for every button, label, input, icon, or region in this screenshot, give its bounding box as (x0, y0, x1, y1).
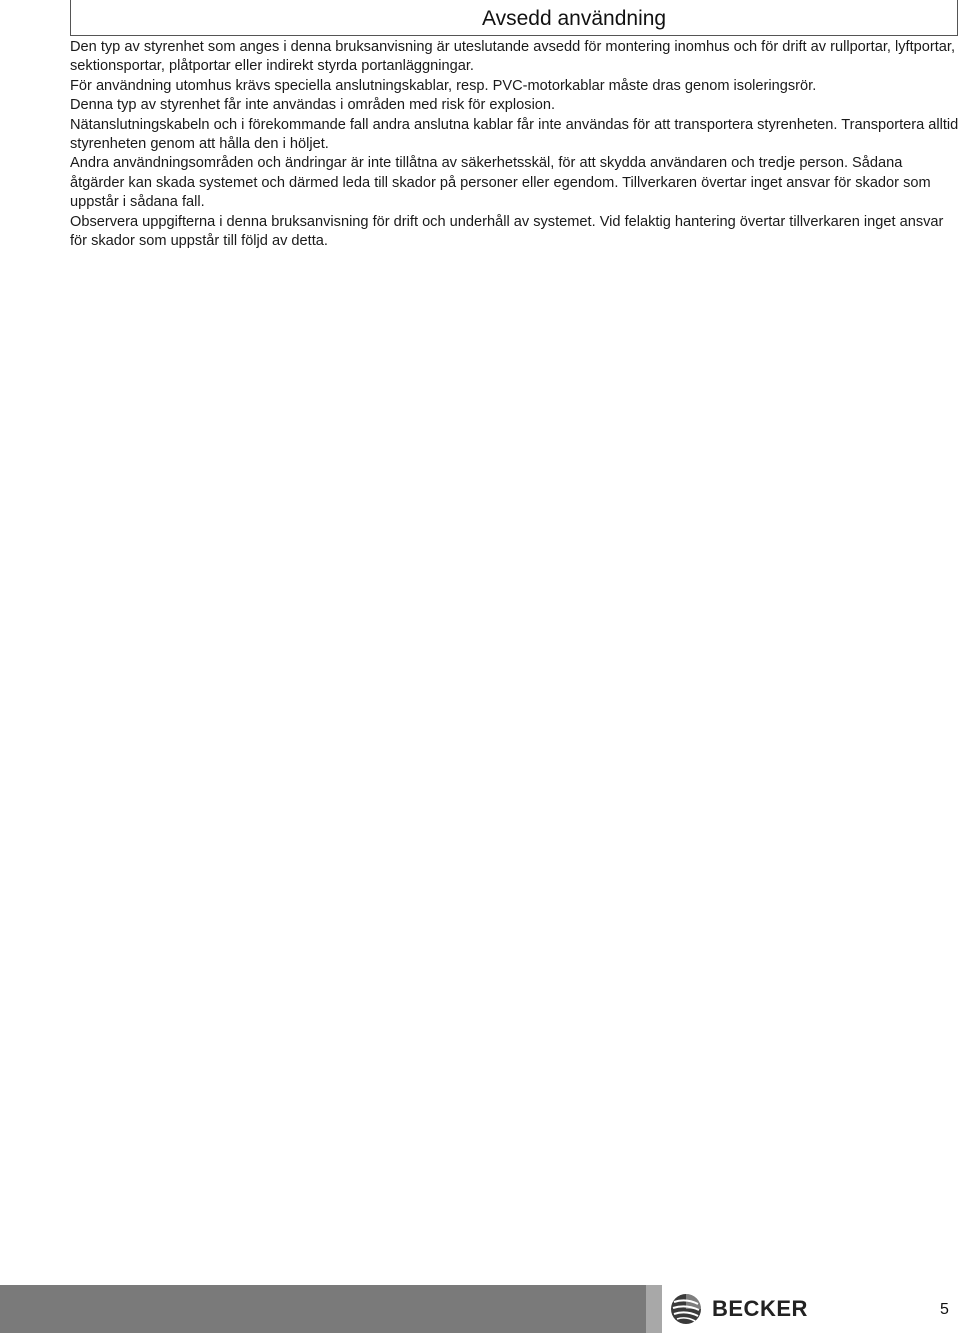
header-box (70, 0, 958, 36)
footer-band (0, 1285, 960, 1333)
page-title: Avsedd användning (482, 7, 667, 30)
footer-band-dark (0, 1285, 646, 1333)
becker-spiral-logo-icon (670, 1293, 702, 1325)
paragraph-outdoor-use: För användning utomhus krävs speciella anslutningskablar, resp. PVC-motorkablar måste dras genom isoleringsrör. (70, 77, 817, 94)
paragraph-other-uses: Andra användningsområden och ändringar är inte tillåtna av säkerhetsskäl, för att skydda användaren och tredje person. Sådana åtgärder kan skada systemet och därmed leda till skador på personer eller egendom. Tillverkaren övertar inget ansvar för skador som uppstår i sådana fall. (70, 155, 931, 211)
footer-band-mid (646, 1285, 662, 1333)
paragraph-intended-use: Den typ av styrenhet som anges i denna bruksanvisning är uteslutande avsedd för montering inomhus och för drift av rullportar, lyftportar, sektionsportar, plåtportar eller indirekt styrda portanläggningar. (70, 39, 956, 75)
brand-logo-text: BECKER (712, 1296, 808, 1321)
footer-logo-area (662, 1285, 960, 1333)
body-text (70, 38, 960, 251)
page-number: 5 (940, 1301, 949, 1318)
paragraph-transport: Nätanslutningskabeln och i förekommande fall andra anslutna kablar får inte användas för att transportera styrenheten. Transportera alltid styrenheten genom att hålla den i höljet. (70, 116, 959, 153)
paragraph-observe-instructions: Observera uppgifterna i denna bruksanvisning för drift och underhåll av systemet. Vid felaktig hantering övertar tillverkaren inget ansvar för skador som uppstår till följd av detta. (70, 213, 944, 250)
paragraph-explosion-risk: Denna typ av styrenhet får inte användas i områden med risk för explosion. (70, 97, 556, 114)
